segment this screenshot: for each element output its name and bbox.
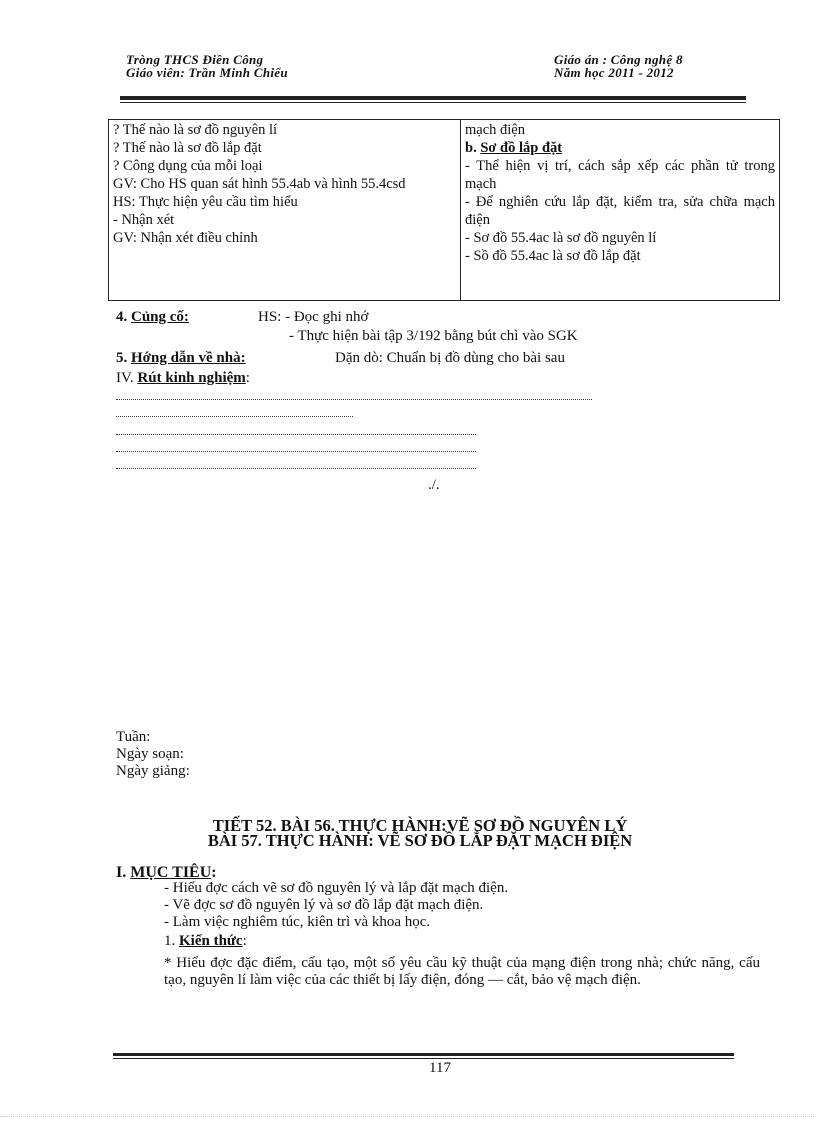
footer-rule-thin bbox=[113, 1058, 734, 1059]
header-school: Tròng THCS Điền Công bbox=[126, 52, 264, 67]
end-mark: ./. bbox=[428, 477, 440, 493]
content-cell bbox=[461, 120, 780, 301]
student-task: HS: Thực hiện yêu cầu tìm hiểu bbox=[113, 194, 298, 210]
experience-label: Rút kinh nghiệm bbox=[137, 370, 246, 386]
lesson-title-line-2: BÀI 57. THỰC HÀNH: VẼ SƠ ĐỒ LẮP ĐẶT MẠCH ĐIỆN bbox=[207, 831, 633, 850]
content-point: - Thể hiện vị trí, cách sắp xếp các phần tử trong mạch bbox=[465, 158, 775, 192]
question-usage: ? Công dụng của mỗi loại bbox=[113, 158, 263, 174]
content-point: - Để nghiên cứu lắp đặt, kiểm tra, sửa chữa mạch điện bbox=[465, 194, 775, 228]
homework-heading bbox=[116, 350, 246, 367]
dotted-line bbox=[116, 434, 476, 435]
content-point: - Sồ đồ 55.4ac là sơ đồ lắp đặt bbox=[465, 248, 641, 264]
section-heading-installation bbox=[465, 139, 775, 157]
consolidate-line-1: HS: - Đọc ghi nhớ bbox=[258, 309, 369, 325]
knowledge-heading bbox=[164, 933, 247, 950]
taught-date-label: Ngày giảng: bbox=[116, 763, 190, 779]
objective-item: - Làm việc nghiêm túc, kiên trì và khoa học. bbox=[164, 914, 431, 930]
knowledge-text: * Hiểu đợc đặc điểm, cấu tạo, một số yêu cầu kỹ thuật của mạng điện trong nhà; chức năng, cấu tạo, nguyên lí làm việc của các thiết bị lấy điện, đóng — cắt, bảo vệ mạch điện. bbox=[164, 955, 760, 988]
experience-heading bbox=[116, 370, 250, 387]
dotted-line bbox=[116, 451, 476, 452]
consolidate-number: 4. bbox=[116, 309, 128, 325]
knowledge-label: Kiến thức bbox=[179, 933, 243, 949]
objective-item: - Vẽ đợc sơ đồ nguyên lý và sơ đồ lắp đặt mạch điện. bbox=[164, 897, 484, 913]
dotted-line bbox=[116, 399, 592, 400]
knowledge-number: 1. bbox=[164, 933, 176, 949]
prepared-date-label: Ngày soạn: bbox=[116, 746, 184, 762]
header-rule-thin bbox=[120, 102, 746, 103]
experience-colon: : bbox=[245, 370, 250, 386]
header-rule-thick bbox=[120, 96, 746, 100]
objective-item: - Hiểu đợc cách vẽ sơ đồ nguyên lý và lắp đặt mạch điện. bbox=[164, 880, 509, 896]
question-installation-diagram: ? Thế nào là sơ đồ lắp đặt bbox=[113, 140, 262, 156]
dotted-line bbox=[116, 468, 476, 469]
objectives-colon: : bbox=[211, 864, 217, 881]
section-heading-text: Sơ đồ lắp đặt bbox=[480, 140, 563, 156]
homework-label: Hớng dẫn về nhà: bbox=[131, 350, 246, 366]
homework-text: Dặn dò: Chuẩn bị đồ dùng cho bài sau bbox=[335, 350, 565, 366]
teacher-instruction: GV: Cho HS quan sát hình 55.4ab và hình 55.4csd bbox=[113, 176, 406, 192]
question-principle-diagram: ? Thế nào là sơ đồ nguyên lí bbox=[113, 122, 278, 138]
content-continuation: mạch điện bbox=[465, 122, 525, 138]
experience-number: IV. bbox=[116, 370, 134, 386]
homework-number: 5. bbox=[116, 350, 128, 366]
comment-line: - Nhận xét bbox=[113, 212, 175, 228]
consolidate-label: Củng cố: bbox=[131, 309, 189, 325]
page-edge-dots bbox=[0, 1116, 816, 1117]
lesson-activity-table bbox=[108, 119, 780, 301]
header-teacher: Giáo viên: Trần Minh Chiểu bbox=[126, 65, 288, 80]
header-school-year: Năm học 2011 - 2012 bbox=[554, 65, 674, 80]
content-point: - Sơ đồ 55.4ac là sơ đồ nguyên lí bbox=[465, 230, 657, 246]
week-label: Tuần: bbox=[116, 729, 151, 745]
section-heading-number: b. bbox=[465, 140, 477, 156]
page-number: 117 bbox=[429, 1060, 451, 1076]
dotted-line bbox=[116, 416, 353, 417]
consolidate-heading bbox=[116, 309, 189, 326]
knowledge-colon: : bbox=[242, 933, 247, 949]
header-subject: Giáo án : Công nghệ 8 bbox=[554, 52, 683, 67]
objectives-label: MỤC TIÊU bbox=[130, 864, 212, 881]
footer-rule-thick bbox=[113, 1053, 734, 1056]
teacher-student-activity-cell bbox=[109, 120, 461, 301]
lesson-title-line-1: TIẾT 52. BÀI 56. THỰC HÀNH:VẼ SƠ ĐỒ NGUYÊN LÝ bbox=[212, 816, 628, 835]
objectives-heading bbox=[116, 864, 217, 881]
teacher-adjust: GV: Nhận xét điều chỉnh bbox=[113, 230, 258, 246]
consolidate-line-2: - Thực hiện bài tập 3/192 bằng bút chì vào SGK bbox=[289, 328, 578, 344]
objectives-number: I. bbox=[116, 864, 127, 881]
